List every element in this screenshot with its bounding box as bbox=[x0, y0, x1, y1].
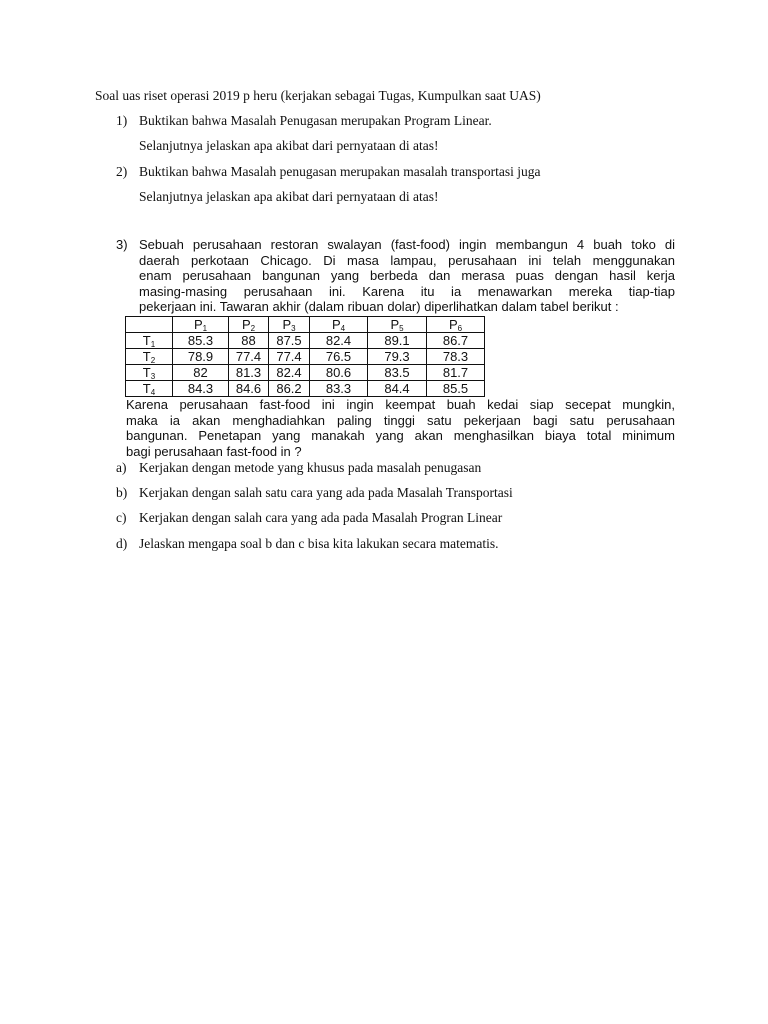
table-cell: 89.1 bbox=[368, 333, 427, 349]
table-cell: 77.4 bbox=[229, 349, 269, 365]
table-cell: 79.3 bbox=[368, 349, 427, 365]
table-cell: 87.5 bbox=[269, 333, 310, 349]
table-row bbox=[126, 381, 485, 397]
table-cell: 76.5 bbox=[310, 349, 368, 365]
row-label-cell bbox=[126, 349, 173, 365]
table-header-cell bbox=[427, 317, 485, 333]
header-sub: 5 bbox=[399, 323, 404, 333]
header-base: P bbox=[241, 316, 251, 332]
question-1-number: 1) bbox=[116, 113, 128, 128]
table-row bbox=[126, 333, 485, 349]
row-label-base: T bbox=[142, 364, 151, 380]
table-cell: 77.4 bbox=[269, 349, 310, 365]
header-sub: 2 bbox=[250, 323, 256, 333]
question-3-intro-line: masing-masing perusahaan ini. Karena itu ia menawarkan mereka tiap-tiap bbox=[139, 283, 675, 299]
option-d-text: Jelaskan mengapa soal b dan c bisa kita lakukan secara matematis. bbox=[139, 536, 499, 551]
table-cell: 82.4 bbox=[269, 365, 310, 381]
table-header-row bbox=[126, 317, 485, 333]
header-sub: 4 bbox=[340, 323, 346, 333]
header-base: P bbox=[282, 316, 292, 332]
table-corner-cell bbox=[126, 317, 173, 333]
question-2-line-2: Selanjutnya jelaskan apa akibat dari pernyataan di atas! bbox=[139, 189, 439, 204]
header-base: P bbox=[448, 316, 458, 332]
table-cell: 86.7 bbox=[427, 333, 485, 349]
question-3-followup bbox=[126, 397, 675, 459]
table-cell: 82 bbox=[173, 365, 229, 381]
header-sub: 1 bbox=[202, 323, 208, 333]
row-label-sub: 2 bbox=[150, 355, 156, 365]
question-1-line-1: Buktikan bahwa Masalah Penugasan merupakan Program Linear. bbox=[139, 113, 492, 128]
option-b-text: Kerjakan dengan salah satu cara yang ada pada Masalah Transportasi bbox=[139, 485, 513, 500]
table-header-cell bbox=[269, 317, 310, 333]
question-2-number: 2) bbox=[116, 164, 128, 179]
row-label-sub: 1 bbox=[150, 339, 156, 349]
row-label-base: T bbox=[142, 332, 151, 348]
table-cell: 83.5 bbox=[368, 365, 427, 381]
table-header-cell bbox=[173, 317, 229, 333]
table-row bbox=[126, 349, 485, 365]
row-label-sub: 4 bbox=[150, 387, 156, 397]
row-label-cell bbox=[126, 333, 173, 349]
question-1-line-2: Selanjutnya jelaskan apa akibat dari pernyataan di atas! bbox=[139, 138, 439, 153]
row-label-base: T bbox=[142, 380, 151, 396]
question-3-intro bbox=[139, 237, 675, 315]
table-cell: 85.3 bbox=[173, 333, 229, 349]
table-cell: 83.3 bbox=[310, 381, 368, 397]
header-base: P bbox=[193, 316, 203, 332]
question-3-followup-line: Karena perusahaan fast-food ini ingin keempat buah kedai siap secepat mungkin, bbox=[126, 397, 675, 412]
option-c-text: Kerjakan dengan salah cara yang ada pada Masalah Progran Linear bbox=[139, 510, 503, 525]
table-header-cell bbox=[368, 317, 427, 333]
question-3-intro-line: pekerjaan ini. Tawaran akhir (dalam ribuan dolar) diperlihatkan dalam tabel berikut : bbox=[139, 299, 619, 314]
table-cell: 82.4 bbox=[310, 333, 368, 349]
offers-table bbox=[125, 316, 485, 397]
question-3-intro-line: enam perusahaan bangunan yang berbeda dan merasa puas dengan hasil kerja bbox=[139, 268, 675, 283]
option-d-label: d) bbox=[116, 536, 128, 551]
row-label-cell bbox=[126, 365, 173, 381]
question-3-intro-line: daerah perkotaan Chicago. Di masa lampau, perusahaan ini telah menggunakan bbox=[139, 252, 675, 268]
table-cell: 78.9 bbox=[173, 349, 229, 365]
option-c-label: c) bbox=[116, 510, 127, 525]
table-cell: 81.3 bbox=[229, 365, 269, 381]
row-label-sub: 3 bbox=[150, 371, 156, 381]
question-3-followup-line: maka ia akan menghadiahkan paling tinggi satu pekerjaan bagi satu perusahaan bbox=[126, 412, 675, 428]
table-cell: 85.5 bbox=[427, 381, 485, 397]
question-3-number: 3) bbox=[116, 237, 128, 252]
header-sub: 6 bbox=[457, 323, 463, 333]
question-3-followup-line: bagi perusahaan fast-food in ? bbox=[126, 443, 302, 459]
row-label-cell bbox=[126, 381, 173, 397]
table-cell: 86.2 bbox=[269, 381, 310, 397]
table-cell: 88 bbox=[229, 333, 269, 349]
header-base: P bbox=[390, 316, 400, 332]
row-label-base: T bbox=[142, 348, 151, 364]
header-base: P bbox=[331, 316, 341, 332]
document-title: Soal uas riset operasi 2019 p heru (kerjakan sebagai Tugas, Kumpulkan saat UAS) bbox=[95, 88, 541, 103]
option-a-text: Kerjakan dengan metode yang khusus pada masalah penugasan bbox=[139, 460, 482, 475]
table-cell: 78.3 bbox=[427, 349, 485, 365]
table-cell: 84.3 bbox=[173, 381, 229, 397]
table-row bbox=[126, 365, 485, 381]
table-header-cell bbox=[229, 317, 269, 333]
option-a-label: a) bbox=[116, 460, 127, 475]
question-3-followup-line: bangunan. Penetapan yang manakah yang akan menghasilkan biaya total minimum bbox=[126, 428, 675, 443]
table-cell: 84.6 bbox=[229, 381, 269, 397]
option-b-label: b) bbox=[116, 485, 128, 500]
table-cell: 81.7 bbox=[427, 365, 485, 381]
table-cell: 80.6 bbox=[310, 365, 368, 381]
header-sub: 3 bbox=[291, 323, 296, 333]
table-header-cell bbox=[310, 317, 368, 333]
question-3-intro-line: Sebuah perusahaan restoran swalayan (fast-food) ingin membangun 4 buah toko di bbox=[139, 237, 675, 252]
question-2-line-1: Buktikan bahwa Masalah penugasan merupakan masalah transportasi juga bbox=[139, 164, 541, 179]
table-cell: 84.4 bbox=[368, 381, 427, 397]
